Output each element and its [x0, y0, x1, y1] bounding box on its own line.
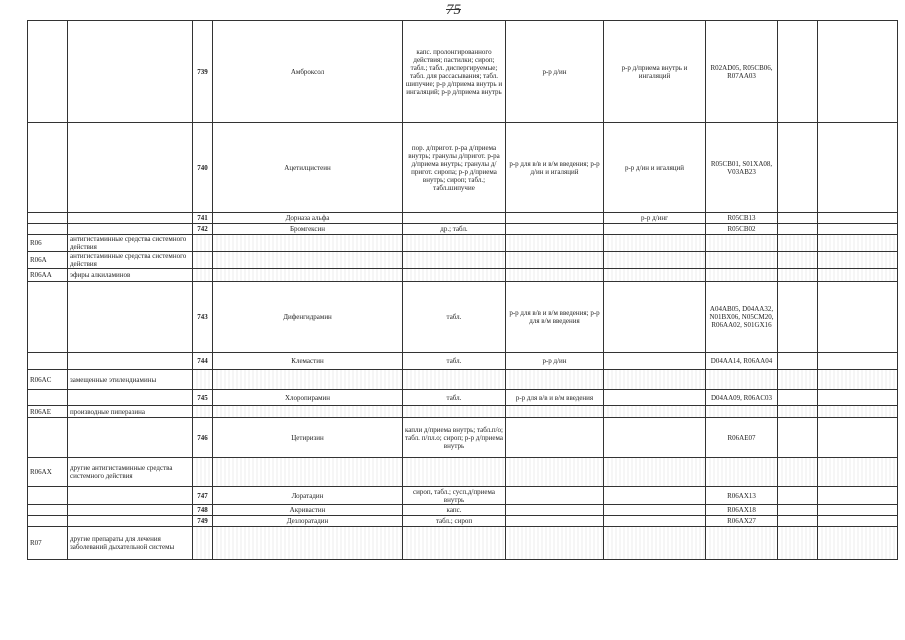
- empty-cell: [818, 269, 898, 282]
- atc-group-name: другие препараты для лечения заболеваний дыхательной системы: [68, 527, 193, 560]
- atc-group-code: R06AX: [28, 458, 68, 487]
- page-number: 75: [446, 2, 461, 18]
- drug-row: [28, 516, 898, 527]
- drug-name: Хлоропирамин: [213, 390, 403, 406]
- atc-group-name: другие антигистаминные средства системного действия: [68, 458, 193, 487]
- empty-cell: [403, 527, 506, 560]
- empty-cell: [818, 487, 898, 505]
- empty-cell: [213, 527, 403, 560]
- drug-name: Лоратадин: [213, 487, 403, 505]
- empty-cell: [818, 213, 898, 224]
- atc-group-name: антигистаминные средства системного действия: [68, 252, 193, 269]
- empty-cell: [68, 282, 193, 353]
- atc-codes: R06AX13: [706, 487, 778, 505]
- empty-cell: [28, 123, 68, 213]
- atc-group-name: антигистаминные средства системного действия: [68, 235, 193, 252]
- empty-cell: [213, 269, 403, 282]
- atc-group-code: R06AC: [28, 370, 68, 390]
- empty-cell: [604, 252, 706, 269]
- atc-group-code: R06A: [28, 252, 68, 269]
- empty-cell: [28, 282, 68, 353]
- empty-cell: [818, 505, 898, 516]
- empty-cell: [68, 505, 193, 516]
- empty-cell: [68, 418, 193, 458]
- empty-cell: [403, 269, 506, 282]
- empty-cell: [778, 406, 818, 418]
- empty-cell: [604, 269, 706, 282]
- empty-cell: [778, 282, 818, 353]
- empty-cell: [506, 527, 604, 560]
- empty-cell: [818, 406, 898, 418]
- empty-cell: [818, 123, 898, 213]
- inhalation-forms: [604, 282, 706, 353]
- empty-cell: [778, 213, 818, 224]
- atc-codes: R06AX18: [706, 505, 778, 516]
- empty-cell: [706, 370, 778, 390]
- drug-name: Цетиризин: [213, 418, 403, 458]
- empty-cell: [706, 252, 778, 269]
- empty-cell: [193, 406, 213, 418]
- item-number: 745: [193, 390, 213, 406]
- empty-cell: [818, 390, 898, 406]
- inhalation-forms: [604, 418, 706, 458]
- atc-codes: D04AA14, R06AA04: [706, 353, 778, 370]
- inhalation-forms: [604, 505, 706, 516]
- drug-row: [28, 282, 898, 353]
- inhalation-forms: р-р д/приема внутрь и ингаляций: [604, 21, 706, 123]
- empty-cell: [706, 527, 778, 560]
- empty-cell: [403, 458, 506, 487]
- atc-codes: R02AD05, R05CB06, R07AA03: [706, 21, 778, 123]
- item-number: 740: [193, 123, 213, 213]
- drug-row: [28, 418, 898, 458]
- injection-forms: [506, 487, 604, 505]
- item-number: 749: [193, 516, 213, 527]
- injection-forms: [506, 516, 604, 527]
- empty-cell: [506, 458, 604, 487]
- group-row: [28, 269, 898, 282]
- empty-cell: [818, 353, 898, 370]
- empty-cell: [68, 224, 193, 235]
- drug-name: Дифенгидрамин: [213, 282, 403, 353]
- dosage-forms: табл.: [403, 390, 506, 406]
- drug-row: [28, 505, 898, 516]
- dosage-forms: капс.: [403, 505, 506, 516]
- inhalation-forms: р-р д/инг: [604, 213, 706, 224]
- injection-forms: р-р д/ин: [506, 21, 604, 123]
- dosage-forms: капс. пролонгированного действия; пастилки; сироп; табл.; табл. диспергируемые; табл. для рассасывания; табл. шипучие; р-р д/приема внутрь и ингаляций; р-р д/приема внутрь: [403, 21, 506, 123]
- atc-group-name: производные пиперазина: [68, 406, 193, 418]
- empty-cell: [778, 269, 818, 282]
- empty-cell: [193, 527, 213, 560]
- empty-cell: [818, 418, 898, 458]
- empty-cell: [706, 269, 778, 282]
- empty-cell: [213, 370, 403, 390]
- empty-cell: [818, 235, 898, 252]
- empty-cell: [778, 123, 818, 213]
- empty-cell: [213, 252, 403, 269]
- item-number: 744: [193, 353, 213, 370]
- drug-name: Ацетилцистеин: [213, 123, 403, 213]
- dosage-forms: табл.; сироп: [403, 516, 506, 527]
- drug-name: Бромгексин: [213, 224, 403, 235]
- empty-cell: [506, 252, 604, 269]
- empty-cell: [778, 516, 818, 527]
- dosage-forms: сироп, табл.; сусп.д/приема внутрь: [403, 487, 506, 505]
- drug-name: Акривастин: [213, 505, 403, 516]
- injection-forms: [506, 418, 604, 458]
- empty-cell: [193, 235, 213, 252]
- dosage-forms: табл.: [403, 353, 506, 370]
- drug-row: [28, 353, 898, 370]
- empty-cell: [28, 516, 68, 527]
- injection-forms: [506, 213, 604, 224]
- empty-cell: [28, 353, 68, 370]
- empty-cell: [818, 516, 898, 527]
- empty-cell: [778, 353, 818, 370]
- empty-cell: [68, 487, 193, 505]
- empty-cell: [778, 505, 818, 516]
- group-row: [28, 235, 898, 252]
- empty-cell: [778, 21, 818, 123]
- empty-cell: [506, 235, 604, 252]
- inhalation-forms: [604, 390, 706, 406]
- empty-cell: [403, 406, 506, 418]
- empty-cell: [68, 21, 193, 123]
- empty-cell: [506, 269, 604, 282]
- dosage-forms: [403, 213, 506, 224]
- empty-cell: [193, 252, 213, 269]
- empty-cell: [28, 487, 68, 505]
- empty-cell: [778, 390, 818, 406]
- empty-cell: [778, 487, 818, 505]
- empty-cell: [706, 458, 778, 487]
- empty-cell: [604, 235, 706, 252]
- drug-row: [28, 21, 898, 123]
- drug-name: Дезлоратадин: [213, 516, 403, 527]
- empty-cell: [818, 370, 898, 390]
- drug-list-table: [27, 20, 898, 560]
- empty-cell: [818, 282, 898, 353]
- empty-cell: [193, 370, 213, 390]
- empty-cell: [213, 458, 403, 487]
- drug-row: [28, 224, 898, 235]
- inhalation-forms: р-р д/ин и игаляций: [604, 123, 706, 213]
- dosage-forms: капли д/приема внутрь; табл.п/о; табл. п/пл.о; сироп; р-р д/приема внутрь: [403, 418, 506, 458]
- group-row: [28, 370, 898, 390]
- atc-codes: R05CB13: [706, 213, 778, 224]
- dosage-forms: табл.: [403, 282, 506, 353]
- empty-cell: [403, 252, 506, 269]
- injection-forms: р-р д/ин: [506, 353, 604, 370]
- item-number: 742: [193, 224, 213, 235]
- empty-cell: [28, 418, 68, 458]
- empty-cell: [28, 224, 68, 235]
- empty-cell: [68, 516, 193, 527]
- drug-name: Дорназа альфа: [213, 213, 403, 224]
- empty-cell: [28, 505, 68, 516]
- group-row: [28, 406, 898, 418]
- empty-cell: [193, 269, 213, 282]
- item-number: 746: [193, 418, 213, 458]
- empty-cell: [778, 252, 818, 269]
- injection-forms: р-р для в/в и в/м введения; р-р д/ин и игаляций: [506, 123, 604, 213]
- empty-cell: [604, 527, 706, 560]
- item-number: 741: [193, 213, 213, 224]
- empty-cell: [818, 458, 898, 487]
- empty-cell: [193, 458, 213, 487]
- empty-cell: [604, 458, 706, 487]
- injection-forms: [506, 505, 604, 516]
- empty-cell: [604, 406, 706, 418]
- atc-codes: R05CB01, S01XA08, V03AB23: [706, 123, 778, 213]
- empty-cell: [706, 406, 778, 418]
- atc-codes: A04AB05, D04AA32, N01BX06, N05CM20, R06AA02, S01GX16: [706, 282, 778, 353]
- atc-group-name: эфиры алкиламинов: [68, 269, 193, 282]
- group-row: [28, 458, 898, 487]
- empty-cell: [818, 527, 898, 560]
- empty-cell: [506, 370, 604, 390]
- drug-row: [28, 213, 898, 224]
- empty-cell: [778, 370, 818, 390]
- dosage-forms: пор. д/пригот. р-ра д/приема внутрь; гранулы д/пригот. р-ра д/приема внутрь; гранулы д/пригот. сиропа; р-р д/приема внутрь; сироп; табл.; табл.шипучие: [403, 123, 506, 213]
- empty-cell: [28, 21, 68, 123]
- empty-cell: [68, 123, 193, 213]
- empty-cell: [778, 527, 818, 560]
- empty-cell: [68, 353, 193, 370]
- empty-cell: [778, 458, 818, 487]
- empty-cell: [213, 406, 403, 418]
- inhalation-forms: [604, 487, 706, 505]
- injection-forms: [506, 224, 604, 235]
- empty-cell: [818, 252, 898, 269]
- empty-cell: [706, 235, 778, 252]
- empty-cell: [818, 224, 898, 235]
- group-row: [28, 252, 898, 269]
- atc-codes: D04AA09, R06AC03: [706, 390, 778, 406]
- empty-cell: [506, 406, 604, 418]
- empty-cell: [403, 370, 506, 390]
- item-number: 739: [193, 21, 213, 123]
- atc-codes: R05CB02: [706, 224, 778, 235]
- empty-cell: [68, 213, 193, 224]
- drug-row: [28, 123, 898, 213]
- empty-cell: [778, 235, 818, 252]
- item-number: 743: [193, 282, 213, 353]
- atc-codes: R06AX27: [706, 516, 778, 527]
- empty-cell: [403, 235, 506, 252]
- atc-group-code: R06AA: [28, 269, 68, 282]
- injection-forms: р-р для в/в и в/м введения: [506, 390, 604, 406]
- empty-cell: [68, 390, 193, 406]
- item-number: 748: [193, 505, 213, 516]
- empty-cell: [778, 224, 818, 235]
- drug-name: Амброксол: [213, 21, 403, 123]
- injection-forms: р-р для в/в и в/м введения; р-р для в/м введения: [506, 282, 604, 353]
- item-number: 747: [193, 487, 213, 505]
- empty-cell: [818, 21, 898, 123]
- empty-cell: [213, 235, 403, 252]
- empty-cell: [778, 418, 818, 458]
- atc-group-code: R06AE: [28, 406, 68, 418]
- atc-group-code: R07: [28, 527, 68, 560]
- dosage-forms: др.; табл.: [403, 224, 506, 235]
- empty-cell: [28, 213, 68, 224]
- atc-group-code: R06: [28, 235, 68, 252]
- group-row: [28, 527, 898, 560]
- inhalation-forms: [604, 516, 706, 527]
- inhalation-forms: [604, 224, 706, 235]
- drug-row: [28, 487, 898, 505]
- drug-name: Клемастин: [213, 353, 403, 370]
- atc-group-name: замещенные этилендиамины: [68, 370, 193, 390]
- atc-codes: R06AE07: [706, 418, 778, 458]
- empty-cell: [28, 390, 68, 406]
- empty-cell: [604, 370, 706, 390]
- drug-row: [28, 390, 898, 406]
- inhalation-forms: [604, 353, 706, 370]
